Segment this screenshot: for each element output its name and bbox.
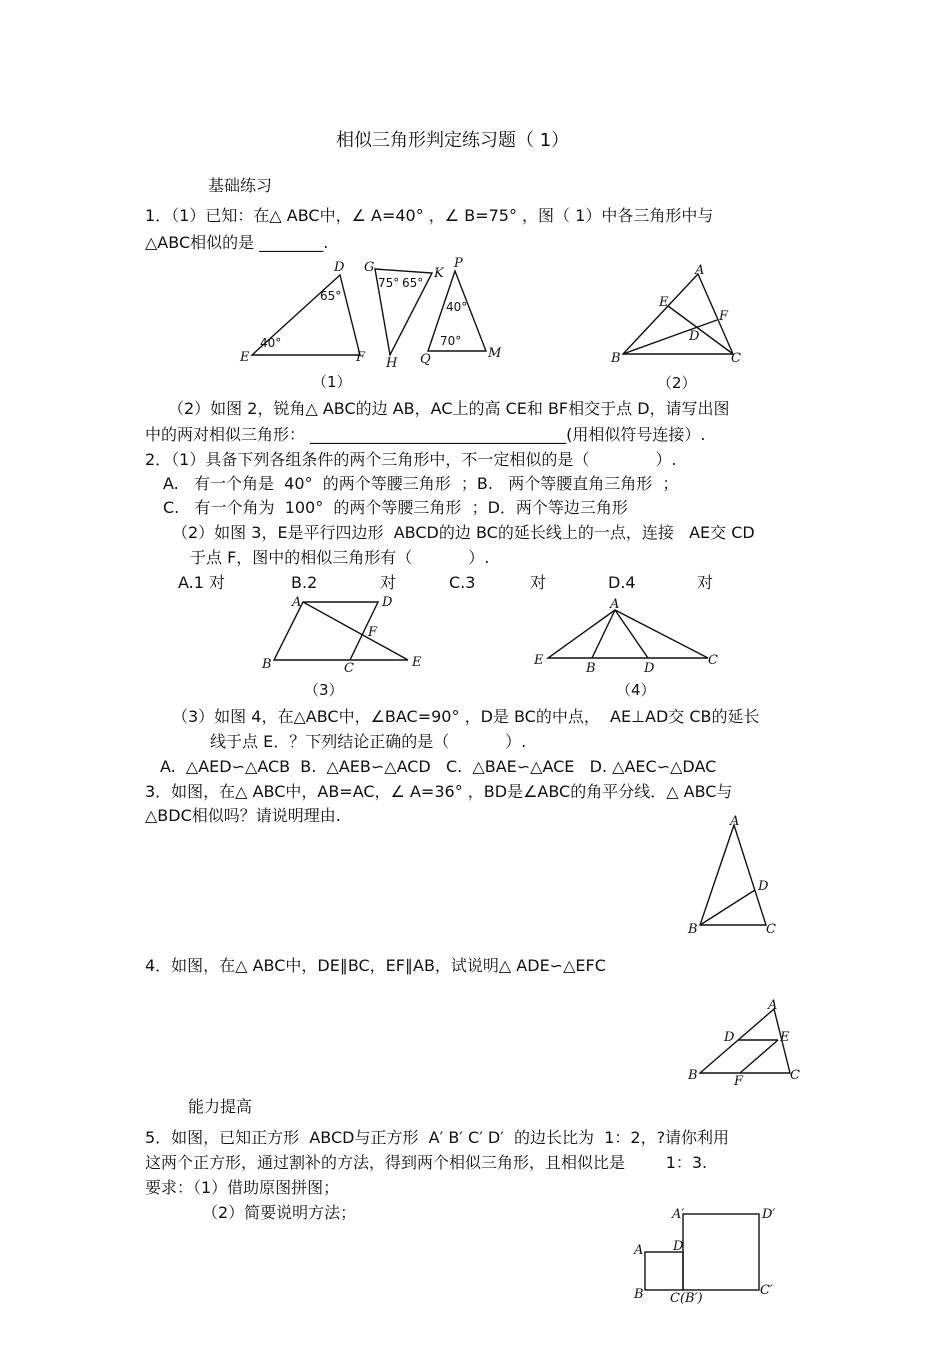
q2-part3-options: A. △AED∽△ACB B. △AEB∽△ACD C. △BAE∽△ACE D. △AEC∽△DAC xyxy=(160,757,717,776)
label-E: E xyxy=(412,655,422,670)
q2-part2-option: 对 xyxy=(697,573,714,592)
label-A-prime: A′ xyxy=(672,1207,685,1222)
label-D: D xyxy=(382,595,393,610)
label-M: M xyxy=(488,346,502,361)
q2-part2-option: A.1 对 xyxy=(178,573,226,592)
label-E: E xyxy=(780,1030,790,1045)
label-angle-40: 40° xyxy=(260,336,282,350)
q5-line3: 要求：（1）借助原图拼图； xyxy=(145,1178,340,1197)
label-H: H xyxy=(386,356,398,371)
q2-part2-line2: 于点 F，图中的相似三角形有（ ）. xyxy=(190,548,490,567)
figure-q5 xyxy=(630,1200,810,1310)
q2-part2-option: C.3 xyxy=(449,573,476,592)
label-E: E xyxy=(534,653,544,668)
label-B: B xyxy=(688,1068,698,1083)
label-B: B xyxy=(634,1287,644,1302)
label-D: D xyxy=(758,879,769,894)
label-A: A xyxy=(292,595,302,610)
fig1-caption: （1） xyxy=(312,373,352,391)
figure-3 xyxy=(258,592,438,702)
figure-4 xyxy=(530,594,730,704)
q2-option-cd: C. 有一个角为 100° 的两个等腰三角形 ；D．两个等边三角形 xyxy=(163,498,628,517)
square-a1b1c1d1 xyxy=(683,1214,759,1290)
label-G: G xyxy=(364,260,375,275)
label-A: A xyxy=(634,1243,644,1258)
fig2-caption: （2） xyxy=(657,374,697,392)
label-A: A xyxy=(610,597,620,612)
section-basic: 基础练习 xyxy=(208,176,273,195)
q1-line2: △ABC相似的是 ________. xyxy=(145,233,329,252)
label-A: A xyxy=(730,814,740,829)
q3-line2: △BDC相似吗？请说明理由. xyxy=(145,806,341,825)
q2-part2-line1: （2）如图 3，E是平行四边形 ABCD的边 BC的延长线上的一点，连接 AE交 CD xyxy=(172,523,755,542)
label-F: F xyxy=(734,1074,744,1089)
page-title: 相似三角形判定练习题（ 1） xyxy=(336,130,570,151)
q5-line1: 5．如图，已知正方形 ABCD与正方形 A′ B′ C′ D′ 的边长比为 1：2，?请你利用 xyxy=(145,1128,730,1147)
figure-2 xyxy=(605,262,765,392)
label-F: F xyxy=(719,309,729,324)
triangle-abc-q3 xyxy=(700,825,766,925)
label-C-B-prime: C(B′) xyxy=(670,1291,703,1306)
label-B: B xyxy=(262,657,272,672)
q1-part2-line2: 中的两对相似三角形： ________________________________(用相似符号连接）. xyxy=(145,425,706,444)
label-C-prime: C′ xyxy=(760,1283,773,1298)
label-B: B xyxy=(688,922,698,937)
label-D: D xyxy=(334,260,345,275)
q2-part3-line2: 线于点 E．？下列结论正确的是（ ）. xyxy=(210,732,527,751)
label-A: A xyxy=(695,263,705,278)
figure-q4 xyxy=(686,995,806,1089)
q1-part2-line1: （2）如图 2，锐角△ ABC的边 AB，AC上的高 CE和 BF相交于点 D，请写出图 xyxy=(168,399,730,418)
label-B: B xyxy=(611,351,621,366)
q2-part2-option: 对 xyxy=(380,573,397,592)
label-D-prime: D′ xyxy=(762,1207,776,1222)
label-angle-70: 70° xyxy=(440,334,462,348)
q3-line1: 3．如图，在△ ABC中，AB=AC，∠ A=36° ，BD是∠ABC的角平分线．△ ABC与 xyxy=(145,782,733,801)
q5-line2: 这两个正方形，通过割补的方法，得到两个相似三角形，且相似比是 1：3. xyxy=(145,1153,708,1172)
figure-q3 xyxy=(686,815,796,940)
label-A: A xyxy=(768,998,778,1013)
label-P: P xyxy=(454,256,463,271)
label-C: C xyxy=(731,351,741,366)
square-abcd xyxy=(645,1252,683,1290)
fig4-caption: （4） xyxy=(616,681,656,699)
label-D: D xyxy=(644,661,655,676)
label-C: C xyxy=(344,661,354,676)
label-C: C xyxy=(766,922,776,937)
label-angle-75: 75° xyxy=(378,276,400,290)
q2-part2-option: 对 xyxy=(530,573,547,592)
q2-part2-option: D.4 xyxy=(608,573,636,592)
label-F: F xyxy=(368,625,378,640)
q4-line1: 4．如图，在△ ABC中，DE∥BC，EF∥AB，试说明△ ADE∽△EFC xyxy=(145,956,606,975)
fig3-caption: （3） xyxy=(304,681,344,699)
q5-line4: （2）简要说明方法； xyxy=(202,1203,357,1222)
label-D: D xyxy=(724,1030,735,1045)
label-E: E xyxy=(659,295,669,310)
section-advanced: 能力提高 xyxy=(188,1097,253,1116)
label-D: D xyxy=(673,1239,684,1254)
label-C: C xyxy=(708,653,718,668)
q2-option-ab: A. 有一个角是 40° 的两个等腰三角形 ；B. 两个等腰直角三角形 ； xyxy=(163,474,679,493)
label-K: K xyxy=(434,266,444,281)
label-D: D xyxy=(689,329,700,344)
label-C: C xyxy=(790,1068,800,1083)
label-Q: Q xyxy=(420,352,431,367)
figure-1 xyxy=(230,255,530,395)
triangle-ec xyxy=(548,610,708,658)
label-B: B xyxy=(586,661,596,676)
q1-line1: 1．（1）已知：在△ ABC中，∠ A=40° ，∠ B=75° ，图（ 1）中各三角形中与 xyxy=(145,206,714,225)
q2-part3-line1: （3）如图 4，在△ABC中，∠BAC=90° ，D是 BC的中点， AE⊥AD交 CB的延长 xyxy=(172,707,760,726)
q2-line1: 2．（1）具备下列各组条件的两个三角形中，不一定相似的是（ ）. xyxy=(145,450,677,469)
parallelogram-abcd xyxy=(274,602,378,660)
label-E: E xyxy=(240,350,250,365)
label-angle-65: 65° xyxy=(320,289,342,303)
label-angle-40b: 40° xyxy=(446,300,468,314)
label-F: F xyxy=(356,350,366,365)
label-angle-65b: 65° xyxy=(402,276,424,290)
q2-part2-option: B.2 xyxy=(291,573,318,592)
